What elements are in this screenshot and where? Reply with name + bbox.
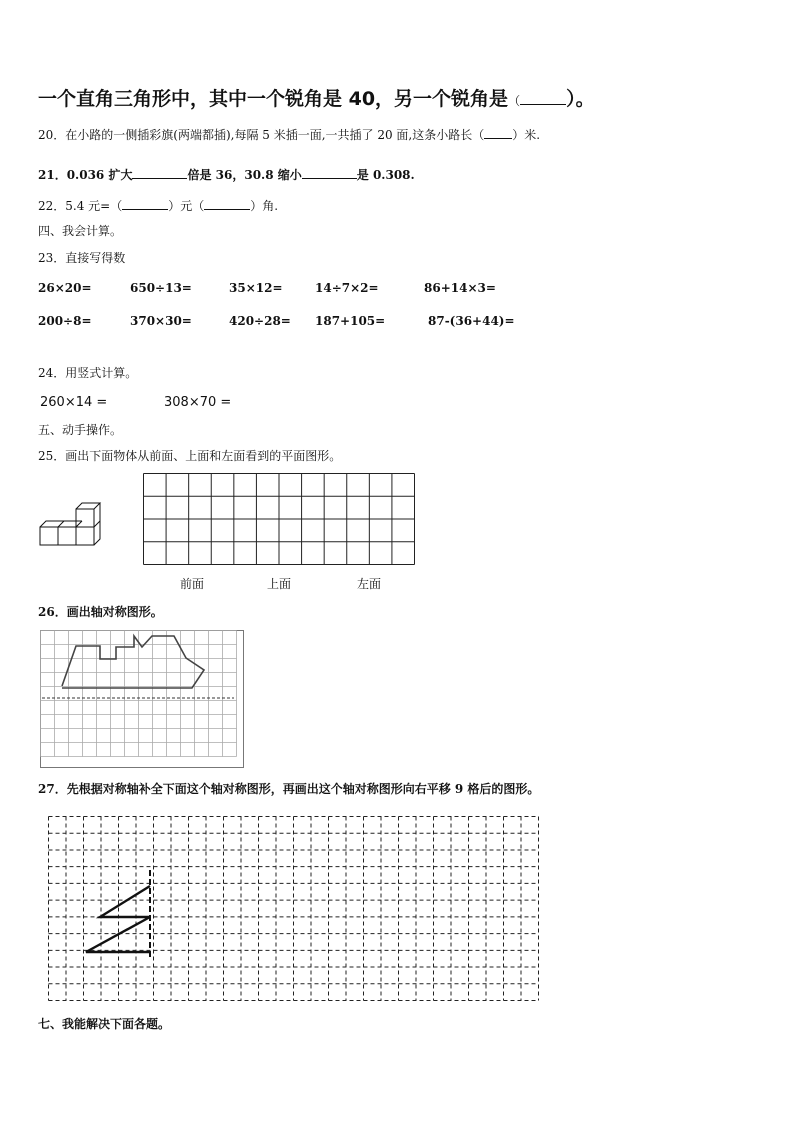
q23-r2-c2: 370×30=: [130, 314, 192, 328]
q20-tail: ）米.: [512, 128, 541, 142]
q22-blank-2[interactable]: [204, 198, 250, 210]
q21-blank-1[interactable]: [132, 167, 187, 179]
section-4-heading: 四、我会计算。: [38, 224, 123, 238]
q24-item-2: 308×70 =: [164, 395, 232, 410]
q23-r1-c4: 14÷7×2=: [315, 281, 379, 295]
q19-text: 一个直角三角形中，其中一个锐角是 40，另一个锐角是: [38, 88, 509, 110]
q21-a: 21．0.036 扩大: [38, 168, 133, 182]
q26-title: 26．画出轴对称图形。: [38, 605, 163, 619]
q24-title: 24．用竖式计算。: [38, 366, 138, 380]
q21-b: 倍是 36，30.8 缩小: [187, 168, 302, 182]
q23-r2-c4: 187+105=: [315, 314, 386, 328]
q26-half-figure: [62, 636, 204, 688]
q23-r1-c2: 650÷13=: [130, 281, 192, 295]
q26-symmetry-grid[interactable]: [40, 630, 244, 768]
q22-blank-1[interactable]: [122, 198, 168, 210]
q20-blank[interactable]: [484, 127, 512, 139]
q27-dashed-grid[interactable]: [48, 816, 540, 1002]
q19-close: ）。: [566, 88, 595, 110]
q27-title: 27．先根据对称轴补全下面这个轴对称图形，再画出这个轴对称图形向右平移 9 格后的图形。: [38, 782, 540, 796]
section-7-heading: 七、我能解决下面各题。: [38, 1017, 171, 1031]
q19-open: （: [508, 94, 521, 108]
q23-title: 23．直接写得数: [38, 251, 126, 265]
q22-a: 22．5.4 元=（: [38, 199, 123, 213]
q23-r2-c3: 420÷28=: [229, 314, 291, 328]
section-5-heading: 五、动手操作。: [38, 423, 123, 437]
q22-line: [38, 197, 278, 214]
q23-r2-c1: 200÷8=: [38, 314, 92, 328]
q19-blank[interactable]: [520, 93, 566, 105]
q25-cube-figure: [38, 500, 108, 550]
q23-r1-c3: 35×12=: [229, 281, 283, 295]
q25-label-left: 左面: [357, 577, 382, 591]
q25-label-front: 前面: [180, 577, 205, 591]
q20-line: [38, 126, 540, 143]
q21-blank-2[interactable]: [302, 167, 357, 179]
q19-line: [38, 84, 595, 111]
q20-text: 20．在小路的一侧插彩旗(两端都插),每隔 5 米插一面,一共插了 20 面,这条小路长（: [38, 128, 485, 142]
q22-b: ）元（: [168, 199, 205, 213]
q23-r2-c5: 87-(36+44)=: [428, 314, 515, 328]
q25-label-top: 上面: [267, 577, 292, 591]
q21-c: 是 0.308.: [356, 168, 415, 182]
q22-c: ）角.: [250, 199, 279, 213]
q23-r1-c5: 86+14×3=: [424, 281, 496, 295]
q25-title: 25．画出下面物体从前面、上面和左面看到的平面图形。: [38, 449, 342, 463]
q21-line: [38, 166, 415, 183]
q25-drawing-grid[interactable]: [143, 473, 415, 565]
q23-r1-c1: 26×20=: [38, 281, 92, 295]
q24-item-1: 260×14 =: [40, 395, 108, 410]
